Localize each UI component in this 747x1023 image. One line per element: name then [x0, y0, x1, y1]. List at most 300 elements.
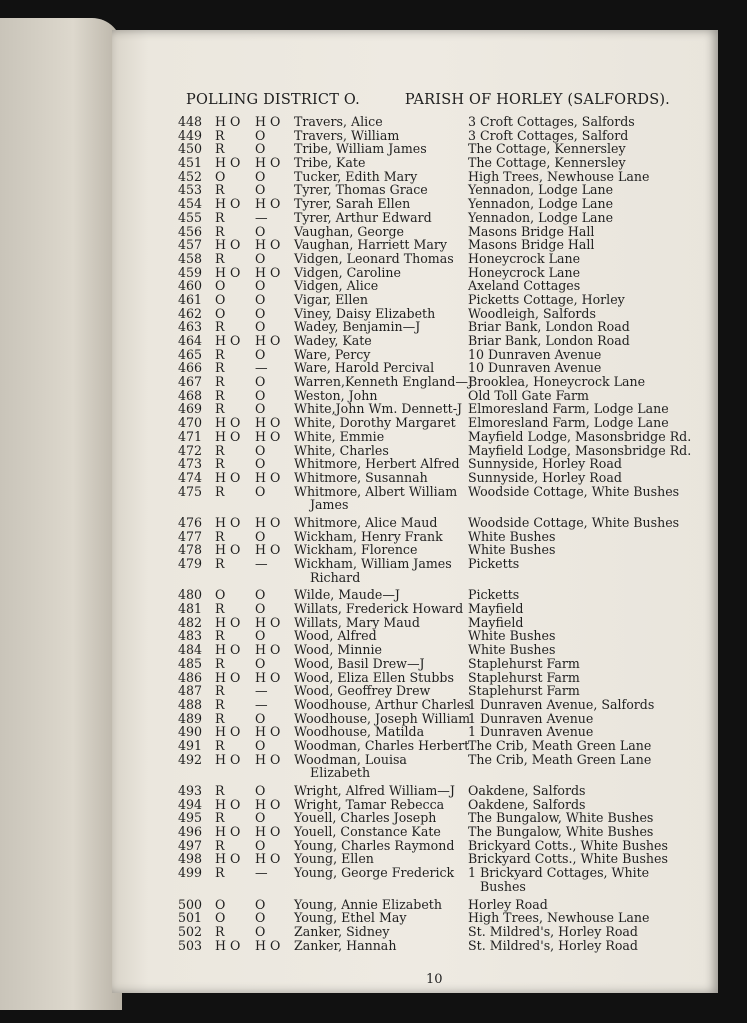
elector-address: [468, 725, 593, 739]
elector-number: 466: [178, 360, 203, 376]
elector-name-line: Wright, Alfred William—J: [294, 783, 455, 799]
qualification-code-secondary: O: [255, 528, 266, 544]
elector-address: [468, 348, 601, 362]
qualification-code: R: [215, 223, 225, 239]
table-row: [178, 457, 698, 471]
elector-number: 453: [178, 182, 203, 198]
elector-address: [468, 753, 651, 767]
elector-name-line: Zanker, Sidney: [294, 923, 390, 939]
elector-address: [468, 516, 679, 530]
elector-name: [294, 129, 399, 143]
qualification-code-secondary: H O: [255, 542, 281, 558]
elector-name: [294, 225, 404, 239]
table-row: [178, 898, 698, 912]
table-row: [178, 444, 698, 458]
elector-number: 489: [178, 710, 203, 726]
table-row: [178, 416, 698, 430]
elector-address-line: Picketts: [468, 587, 520, 603]
qualification-code-secondary: O: [255, 305, 266, 321]
elector-address-line: Picketts: [468, 556, 520, 572]
elector-name-line: Wood, Minnie: [294, 642, 382, 658]
elector-address: [468, 839, 668, 853]
elector-name: [294, 671, 454, 685]
elector-address: [468, 238, 594, 252]
qualification-code-secondary: —: [255, 696, 268, 712]
elector-name: [294, 543, 417, 557]
elector-number: 468: [178, 387, 203, 403]
elector-name-line: Wickham, William James: [294, 556, 452, 572]
qualification-code: R: [215, 401, 225, 417]
elector-name-line: Zanker, Hannah: [294, 937, 397, 953]
qualification-code-secondary: O: [255, 601, 266, 617]
elector-number: 452: [178, 168, 203, 184]
elector-number: 476: [178, 514, 203, 530]
elector-number: 493: [178, 783, 203, 799]
elector-name: [294, 238, 447, 252]
table-row: [178, 739, 698, 753]
elector-address: [468, 671, 580, 685]
elector-name: [294, 334, 372, 348]
qualification-code-secondary: H O: [255, 514, 281, 530]
qualification-code-secondary: O: [255, 374, 266, 390]
elector-address: [468, 643, 555, 657]
elector-address-line: The Crib, Meath Green Lane: [468, 751, 652, 767]
qualification-code-secondary: O: [255, 223, 266, 239]
elector-address-line: Picketts Cottage, Horley: [468, 291, 625, 307]
page-number: 10: [426, 972, 443, 987]
elector-name-line: Wickham, Florence: [294, 542, 418, 558]
qualification-code-secondary: H O: [255, 428, 281, 444]
elector-name-line: Young, Ellen: [294, 851, 374, 867]
qualification-code: H O: [215, 155, 241, 171]
elector-address: [468, 183, 613, 197]
elector-address-line: Elmoresland Farm, Lodge Lane: [468, 415, 669, 431]
elector-name: [294, 485, 457, 512]
elector-address-line: White Bushes: [468, 628, 556, 644]
elector-address-line: The Bungalow, White Bushes: [468, 810, 654, 826]
elector-number: 448: [178, 114, 203, 129]
elector-address: [468, 170, 649, 184]
elector-address: [468, 279, 580, 293]
qualification-code-secondary: O: [255, 923, 266, 939]
elector-address: [468, 684, 580, 698]
elector-name: [294, 156, 365, 170]
table-row: [178, 925, 698, 939]
elector-number: 478: [178, 542, 203, 558]
elector-number: 491: [178, 737, 203, 753]
qualification-code: R: [215, 710, 225, 726]
elector-name-line: Wood, Alfred: [294, 628, 377, 644]
elector-address-line: Axeland Cottages: [468, 278, 581, 294]
qualification-code-secondary: —: [255, 360, 268, 376]
elector-address: [468, 252, 580, 266]
elector-name-line: Whitmore, Albert William: [294, 483, 458, 499]
elector-address-line: Yennadon, Lodge Lane: [468, 196, 614, 212]
elector-address-line: White Bushes: [468, 642, 556, 658]
table-row: [178, 238, 698, 252]
elector-address: [468, 588, 519, 602]
elector-number: 462: [178, 305, 203, 321]
table-row: [178, 811, 698, 825]
qualification-code-secondary: H O: [255, 824, 281, 840]
elector-name-line: Young, Ethel May: [294, 910, 407, 926]
table-row: [178, 698, 698, 712]
qualification-code-secondary: O: [255, 737, 266, 753]
elector-number: 496: [178, 824, 203, 840]
elector-address-line: High Trees, Newhouse Lane: [468, 168, 650, 184]
qualification-code: H O: [215, 751, 241, 767]
qualification-code: H O: [215, 824, 241, 840]
qualification-code-secondary: H O: [255, 642, 281, 658]
elector-address-line: Woodside Cottage, White Bushes: [468, 514, 680, 530]
table-row: [178, 334, 698, 348]
qualification-code-secondary: O: [255, 442, 266, 458]
elector-name-line: Travers, William: [294, 127, 400, 143]
elector-address-line: Masons Bridge Hall: [468, 223, 595, 239]
elector-address: [468, 784, 586, 798]
elector-address: [468, 115, 635, 129]
qualification-code: O: [215, 168, 226, 184]
elector-address-line: Mayfield: [468, 614, 524, 630]
elector-number: 488: [178, 696, 203, 712]
elector-name: [294, 939, 396, 953]
table-row: [178, 684, 698, 698]
table-row: [178, 279, 698, 293]
elector-address-line: 10 Dunraven Avenue: [468, 346, 602, 362]
elector-address: [468, 530, 555, 544]
qualification-code: H O: [215, 937, 241, 953]
qualification-code: H O: [215, 614, 241, 630]
elector-name-line: Youell, Charles Joseph: [294, 810, 437, 826]
elector-address: [468, 129, 628, 143]
elector-address-line: Staplehurst Farm: [468, 669, 580, 685]
table-row: [178, 211, 698, 225]
table-row: [178, 629, 698, 643]
elector-number: 501: [178, 910, 203, 926]
table-row: [178, 225, 698, 239]
elector-name: [294, 753, 407, 780]
qualification-code-secondary: O: [255, 810, 266, 826]
qualification-code: R: [215, 374, 225, 390]
qualification-code-secondary: O: [255, 387, 266, 403]
elector-name: [294, 739, 469, 753]
elector-address-line: Brickyard Cotts., White Bushes: [468, 851, 668, 867]
table-row: [178, 389, 698, 403]
qualification-code-secondary: H O: [255, 114, 281, 129]
elector-name: [294, 798, 444, 812]
qualification-code: R: [215, 528, 225, 544]
elector-address-line: Oakdene, Salfords: [468, 783, 586, 799]
elector-name-line: Vidgen, Caroline: [294, 264, 401, 280]
table-row: [178, 197, 698, 211]
elector-name-line: Ware, Harold Percival: [294, 360, 435, 376]
qualification-code-secondary: O: [255, 456, 266, 472]
table-row: [178, 348, 698, 362]
elector-address-line: The Cottage, Kennersley: [468, 141, 626, 157]
elector-address-line: Yennadon, Lodge Lane: [468, 182, 614, 198]
elector-name-line: Vaughan, George: [294, 223, 404, 239]
elector-address-line: Masons Bridge Hall: [468, 237, 595, 253]
qualification-code-secondary: H O: [255, 796, 281, 812]
elector-name-line: Wilde, Maude—J: [294, 587, 400, 603]
elector-address: [468, 898, 548, 912]
table-row: [178, 485, 698, 512]
table-row: [178, 471, 698, 485]
elector-address-line: Mayfield Lodge, Masonsbridge Rd.: [468, 428, 692, 444]
elector-name-line: Wickham, Henry Frank: [294, 528, 443, 544]
elector-address-line: Brooklea, Honeycrock Lane: [468, 374, 646, 390]
elector-address: [468, 416, 669, 430]
elector-number: 487: [178, 683, 203, 699]
elector-address: [468, 925, 638, 939]
elector-name-line: Vigar, Ellen: [294, 291, 368, 307]
qualification-code: R: [215, 923, 225, 939]
elector-name: [294, 115, 383, 129]
elector-name: [294, 361, 434, 375]
elector-name: [294, 684, 430, 698]
elector-name-line: Wood, Basil Drew—J: [294, 655, 425, 671]
qualification-code: R: [215, 837, 225, 853]
table-row: [178, 516, 698, 530]
elector-address-line: Staplehurst Farm: [468, 655, 580, 671]
elector-address-line: Mayfield: [468, 601, 524, 617]
elector-number: 470: [178, 415, 203, 431]
elector-address-line: St. Mildred's, Horley Road: [468, 937, 638, 953]
elector-name-line: White, Emmie: [294, 428, 385, 444]
qualification-code-secondary: O: [255, 483, 266, 499]
elector-address-line: St. Mildred's, Horley Road: [468, 923, 638, 939]
elector-address-line: High Trees, Newhouse Lane: [468, 910, 650, 926]
elector-address: [468, 197, 613, 211]
elector-address-line: 1 Dunraven Avenue: [468, 710, 594, 726]
qualification-code-secondary: —: [255, 683, 268, 699]
qualification-code-secondary: —: [255, 865, 268, 881]
elector-number: 457: [178, 237, 203, 253]
elector-address: [468, 616, 523, 630]
qualification-code: R: [215, 628, 225, 644]
qualification-code: O: [215, 291, 226, 307]
polling-district-title: POLLING DISTRICT O.: [186, 92, 360, 108]
elector-name: [294, 402, 462, 416]
table-row: [178, 784, 698, 798]
left-page-edge: [0, 18, 122, 1010]
elector-address: [468, 712, 593, 726]
table-row: [178, 156, 698, 170]
qualification-code-secondary: H O: [255, 155, 281, 171]
qualification-code: H O: [215, 542, 241, 558]
elector-name-line: Weston, John: [294, 387, 378, 403]
elector-name: [294, 279, 378, 293]
elector-name: [294, 389, 377, 403]
elector-address-line: 1 Dunraven Avenue: [468, 724, 594, 740]
elector-number: 477: [178, 528, 203, 544]
elector-number: 465: [178, 346, 203, 362]
elector-name: [294, 348, 370, 362]
elector-address: [468, 375, 645, 389]
elector-name-line: Warren,Kenneth England—J: [294, 374, 474, 390]
qualification-code-secondary: H O: [255, 851, 281, 867]
elector-name: [294, 784, 455, 798]
elector-name: [294, 898, 442, 912]
elector-address: [468, 211, 613, 225]
elector-address: [468, 361, 601, 375]
elector-address-line: The Bungalow, White Bushes: [468, 824, 654, 840]
elector-number: 449: [178, 127, 203, 143]
elector-address-line: White Bushes: [468, 542, 556, 558]
elector-name: [294, 444, 389, 458]
elector-number: 479: [178, 556, 203, 572]
qualification-code-secondary: O: [255, 783, 266, 799]
elector-number: 502: [178, 923, 203, 939]
elector-name: [294, 712, 470, 726]
elector-address: [468, 225, 594, 239]
qualification-code: H O: [215, 264, 241, 280]
elector-address-line: Briar Bank, London Road: [468, 333, 630, 348]
elector-name-continuation: Richard: [310, 569, 361, 585]
elector-number: 498: [178, 851, 203, 867]
table-row: [178, 266, 698, 280]
table-row: [178, 753, 698, 780]
elector-name-line: Ware, Percy: [294, 346, 371, 362]
elector-name: [294, 320, 420, 334]
qualification-code-secondary: O: [255, 168, 266, 184]
elector-name-line: Woodhouse, Joseph William: [294, 710, 471, 726]
elector-name-line: Vaughan, Harriett Mary: [294, 237, 448, 253]
elector-number: 454: [178, 196, 203, 212]
elector-address: [468, 293, 625, 307]
table-row: [178, 430, 698, 444]
qualification-code: H O: [215, 415, 241, 431]
elector-name: [294, 416, 456, 430]
qualification-code-secondary: H O: [255, 724, 281, 740]
elector-address: [468, 320, 630, 334]
table-row: [178, 402, 698, 416]
elector-name-line: Willats, Mary Maud: [294, 614, 420, 630]
qualification-code: R: [215, 456, 225, 472]
qualification-code-secondary: O: [255, 628, 266, 644]
elector-name-line: Tribe, Kate: [294, 155, 366, 171]
elector-number: 500: [178, 896, 203, 912]
elector-address: [468, 911, 649, 925]
elector-number: 471: [178, 428, 203, 444]
qualification-code: O: [215, 278, 226, 294]
table-row: [178, 375, 698, 389]
qualification-code: R: [215, 360, 225, 376]
elector-number: 495: [178, 810, 203, 826]
table-row: [178, 825, 698, 839]
elector-name-continuation: James: [310, 497, 349, 513]
elector-name: [294, 252, 454, 266]
table-row: [178, 839, 698, 853]
qualification-code-secondary: O: [255, 910, 266, 926]
table-row: [178, 252, 698, 266]
qualification-code: H O: [215, 114, 241, 129]
elector-number: 482: [178, 614, 203, 630]
elector-name-continuation: Elizabeth: [310, 765, 371, 781]
elector-name: [294, 602, 463, 616]
elector-number: 461: [178, 291, 203, 307]
qualification-code: H O: [215, 669, 241, 685]
qualification-code-secondary: H O: [255, 196, 281, 212]
elector-name-line: White, Charles: [294, 442, 389, 458]
qualification-code-secondary: O: [255, 278, 266, 294]
elector-name-line: Young, Charles Raymond: [294, 837, 455, 853]
elector-address-line: Yennadon, Lodge Lane: [468, 209, 614, 225]
table-row: [178, 616, 698, 630]
elector-address-line: Briar Bank, London Road: [468, 319, 630, 335]
elector-address-line: White Bushes: [468, 528, 556, 544]
qualification-code-secondary: H O: [255, 333, 281, 348]
elector-address-line: Mayfield Lodge, Masonsbridge Rd.: [468, 442, 692, 458]
qualification-code-secondary: H O: [255, 264, 281, 280]
elector-name-line: Woodhouse, Arthur Charles: [294, 696, 471, 712]
elector-name-line: Willats, Frederick Howard: [294, 601, 464, 617]
elector-name: [294, 866, 454, 880]
elector-name: [294, 811, 436, 825]
elector-number: 485: [178, 655, 203, 671]
elector-name-line: Woodman, Louisa: [294, 751, 407, 767]
qualification-code-secondary: O: [255, 655, 266, 671]
elector-number: 455: [178, 209, 203, 225]
elector-number: 494: [178, 796, 203, 812]
table-row: [178, 129, 698, 143]
qualification-code: H O: [215, 851, 241, 867]
qualification-code-secondary: O: [255, 346, 266, 362]
elector-name: [294, 629, 377, 643]
table-row: [178, 643, 698, 657]
qualification-code-secondary: H O: [255, 469, 281, 485]
qualification-code: R: [215, 696, 225, 712]
elector-address: [468, 402, 669, 416]
qualification-code-secondary: O: [255, 319, 266, 335]
elector-name: [294, 616, 420, 630]
elector-name-line: Tribe, William James: [294, 141, 427, 157]
qualification-code-secondary: O: [255, 127, 266, 143]
table-row: [178, 543, 698, 557]
elector-number: 460: [178, 278, 203, 294]
elector-name-line: Young, Annie Elizabeth: [294, 896, 442, 912]
elector-number: 503: [178, 937, 203, 953]
elector-address-line: 1 Dunraven Avenue, Salfords: [468, 696, 655, 712]
elector-address: [468, 657, 580, 671]
elector-name: [294, 643, 382, 657]
elector-number: 464: [178, 333, 203, 348]
elector-name: [294, 839, 454, 853]
qualification-code-secondary: O: [255, 896, 266, 912]
elector-address-line: Brickyard Cotts., White Bushes: [468, 837, 668, 853]
elector-name: [294, 825, 441, 839]
elector-name-line: Wood, Geoffrey Drew: [294, 683, 431, 699]
qualification-code: R: [215, 683, 225, 699]
elector-address-line: Woodside Cottage, White Bushes: [468, 483, 680, 499]
qualification-code-secondary: H O: [255, 614, 281, 630]
elector-number: 475: [178, 483, 203, 499]
elector-number: 481: [178, 601, 203, 617]
elector-name-line: Whitmore, Susannah: [294, 469, 428, 485]
elector-address: [468, 866, 649, 893]
elector-name-line: Wadey, Kate: [294, 333, 372, 348]
qualification-code: O: [215, 587, 226, 603]
qualification-code-secondary: O: [255, 182, 266, 198]
elector-name-line: Tyrer, Arthur Edward: [294, 209, 432, 225]
qualification-code: H O: [215, 333, 241, 348]
table-row: [178, 557, 698, 584]
elector-name-line: Wood, Eliza Ellen Stubbs: [294, 669, 454, 685]
elector-name-line: Woodman, Charles Herbert: [294, 737, 470, 753]
elector-number: 472: [178, 442, 203, 458]
elector-address: [468, 939, 638, 953]
elector-number: 451: [178, 155, 203, 171]
